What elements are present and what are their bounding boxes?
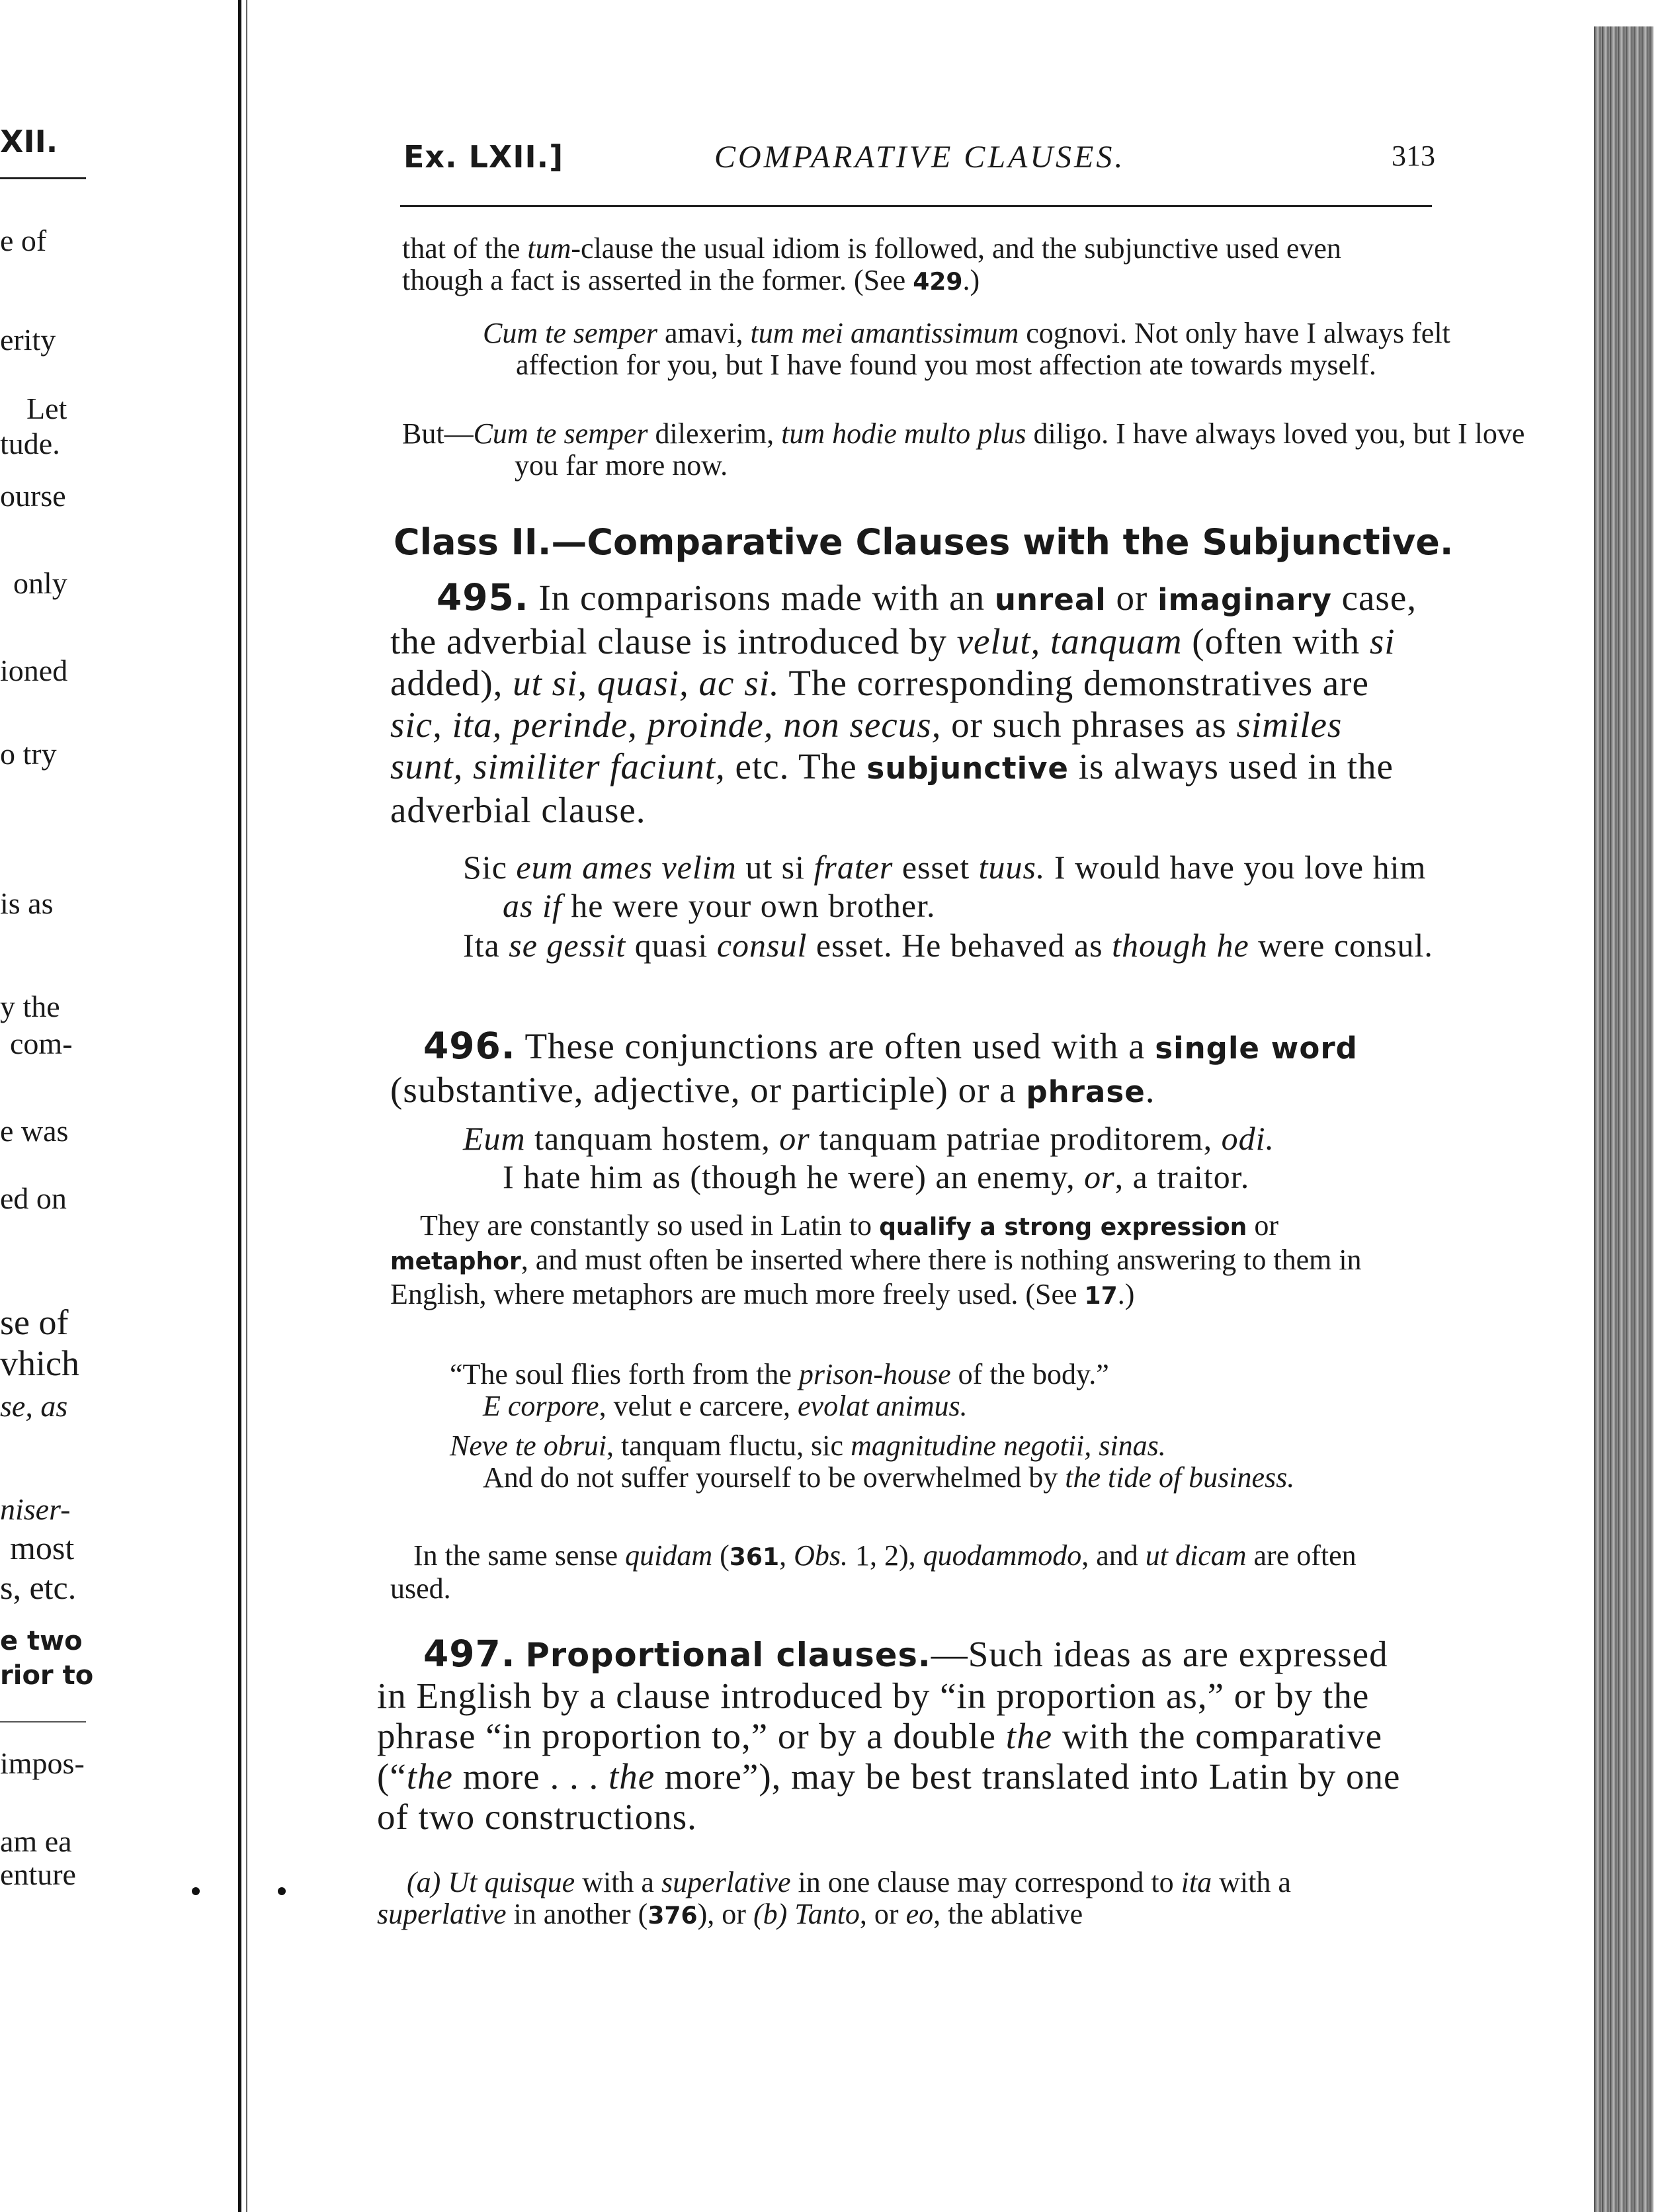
left-page-line: com- [10, 1027, 73, 1060]
example: “The soul flies forth from the prison-house of the body.” E corpore, velut e carcere, evolat animus. [450, 1358, 1109, 1422]
example: Eum tanquam hostem, or tanquam patriae proditorem, odi. I hate him as (though he were) an enemy, or, a traitor. [463, 1120, 1275, 1195]
left-page-line: e was [0, 1114, 69, 1148]
left-page-rule [0, 1721, 86, 1723]
example: But—Cum te semper dilexerim, tum hodie multo plus diligo. I have always loved you, but I love you far more now. [402, 417, 1525, 482]
example: Ita se gessit quasi consul esset. He behaved as though he were consul. [463, 927, 1433, 964]
left-page-line: ed on [0, 1181, 67, 1215]
example: Neve te obrui, tanquam fluctu, sic magnitudine negotii, sinas. And do not suffer yourself to be overwhelmed by the tide of business. [450, 1429, 1295, 1494]
left-page-line: e of [0, 224, 47, 257]
left-page-line: niser- [0, 1492, 71, 1526]
left-page-line: y the [0, 990, 60, 1023]
section-number: 495. [437, 576, 529, 618]
left-page-line: am ea [0, 1824, 72, 1858]
left-page-line: ioned [0, 654, 68, 687]
left-page-line: vhich [0, 1343, 79, 1383]
section-495: 495. In comparisons made with an unreal or imaginary case, the adverbial clause is introduced by velut, tanquam (often with si added), ut si, quasi, ac si. The corresponding demonstratives are sic, ita, perinde, proinde, non secus, or such phrases as similes sunt, similiter faciunt, etc. The subjunctive is always used in the adverbial clause. [390, 576, 1417, 830]
section-number: 497. [423, 1633, 516, 1675]
section-496: 496. These conjunctions are often used with a single word (substantive, adjective, or participle) or a phrase. [390, 1025, 1358, 1110]
header-rule [400, 205, 1432, 207]
running-head [390, 139, 1435, 179]
left-page-line: XII. [0, 124, 58, 159]
left-page-line: ourse [0, 479, 66, 513]
example: Cum te semper amavi, tum mei amantissimum cognovi. Not only have I always felt affection for you, but I have found you most affection ate towards myself. [483, 317, 1450, 381]
left-page-line: e two [0, 1626, 83, 1656]
left-page-line: se, as [0, 1389, 68, 1423]
left-page-line: erity [0, 323, 56, 357]
left-page-line: s, etc. [0, 1569, 77, 1606]
section-number: 496. [423, 1025, 516, 1067]
left-page-line: se of [0, 1302, 69, 1342]
scan-dot [278, 1887, 286, 1895]
left-page-line: rior to [0, 1660, 94, 1691]
left-page-line: Let [26, 392, 67, 425]
page-margin [1653, 0, 1672, 2212]
page-title: COMPARATIVE CLAUSES. [714, 140, 1126, 175]
gutter-shadow [238, 0, 241, 2212]
paragraph: that of the tum-clause the usual idiom is followed, and the subjunctive used even though a fact is asserted in the former. (See 429.) [402, 232, 1341, 296]
left-facing-page [0, 0, 99, 2212]
left-page-line: is as [0, 886, 54, 920]
left-page-line: enture [0, 1857, 76, 1891]
left-page-line: impos- [0, 1746, 85, 1780]
example: Sic eum ames velim ut si frater esset tuus. I would have you love him as if he were your own brother. [463, 849, 1427, 924]
paragraph: They are constantly so used in Latin to qualify a strong expression or metaphor, and must often be inserted where there is nothing answering to them in English, where metaphors are much more freely used. (See 17.) [390, 1209, 1362, 1310]
section-heading: Class II.—Comparative Clauses with the Subjunctive. [394, 521, 1454, 563]
left-page-line: tude. [0, 427, 60, 460]
scan-dot [192, 1887, 200, 1895]
paragraph: (a) Ut quisque with a superlative in one clause may correspond to ita with a superlative in another (376), or (b) Tanto, or eo, the ablative [377, 1866, 1291, 1930]
left-page-line: only [13, 566, 67, 600]
page-edges [1594, 26, 1653, 2212]
chapter-reference: Ex. LXII.] [403, 139, 564, 175]
left-page-rule [0, 177, 86, 179]
section-497: 497. Proportional clauses.—Such ideas as are expressed in English by a clause introduced by “in proportion as,” or by the phrase “in proportion to,” or by a double the with the comparative (“the more . . . the more”), may be best translated into Latin by one of two constructions. [377, 1633, 1401, 1837]
left-page-line: most [10, 1529, 75, 1566]
left-page-line: o try [0, 737, 57, 771]
gutter-shadow [246, 0, 247, 2212]
paragraph: In the same sense quidam (361, Obs. 1, 2), quodammodo, and ut dicam are often used. [390, 1539, 1357, 1605]
page-number: 313 [1392, 140, 1435, 172]
